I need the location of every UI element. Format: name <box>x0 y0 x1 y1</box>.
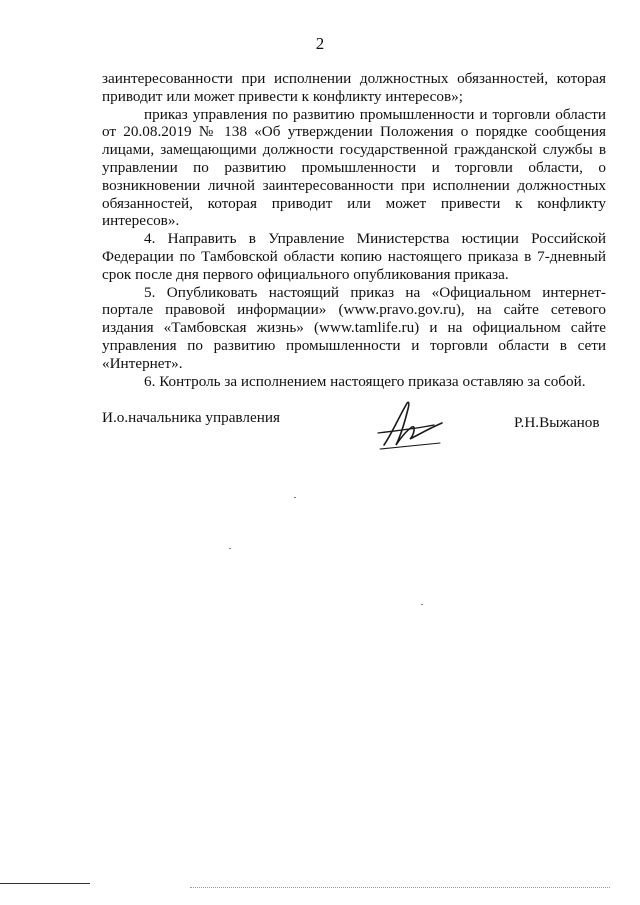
handwritten-signature <box>370 395 460 460</box>
page-number: 2 <box>315 34 325 53</box>
paragraph-order-138: приказ управления по развитию промышленности и торговли области от 20.08.2019 № 138 «Об утверждении Положения о порядке сообщения лицами, замещающими должности государственной гражданской службы в управлении по развитию промышленности и торговли области, о возникновении личной заинтересованности при исполнении должностных обязанностей, которая приводит или может привести к конфликту интересов». <box>102 105 606 230</box>
scan-speck <box>421 604 423 605</box>
paragraph-continuation: заинтересованности при исполнении должностных обязанностей, которая приводит или может привести к конфликту интересов»; <box>102 70 606 105</box>
document-body <box>102 70 606 390</box>
paragraph-item-6: 6. Контроль за исполнением настоящего приказа оставляю за собой. <box>144 372 586 390</box>
scan-speck <box>294 497 296 498</box>
signatory-name: Р.Н.Выжанов <box>514 414 600 431</box>
paragraph-item-4: 4. Направить в Управление Министерства юстиции Российской Федерации по Тамбовской области копию настоящего приказа в 7-дневный срок после дня первого официального опубликования приказа. <box>102 230 606 283</box>
scan-speck <box>229 548 231 549</box>
signatory-role: И.о.начальника управления <box>102 409 280 426</box>
paragraph-item-5: 5. Опубликовать настоящий приказ на «Официальном интернет-портале правовой информации» (www.pravo.gov.ru), на сайте сетевого издания «Тамбовская жизнь» (www.tamlife.ru) и на официальном сайте управления по развитию промышленности и торговли области в сети «Интернет». <box>102 283 606 372</box>
footer-dotted-rule <box>190 887 610 889</box>
footer-rule <box>0 883 90 884</box>
